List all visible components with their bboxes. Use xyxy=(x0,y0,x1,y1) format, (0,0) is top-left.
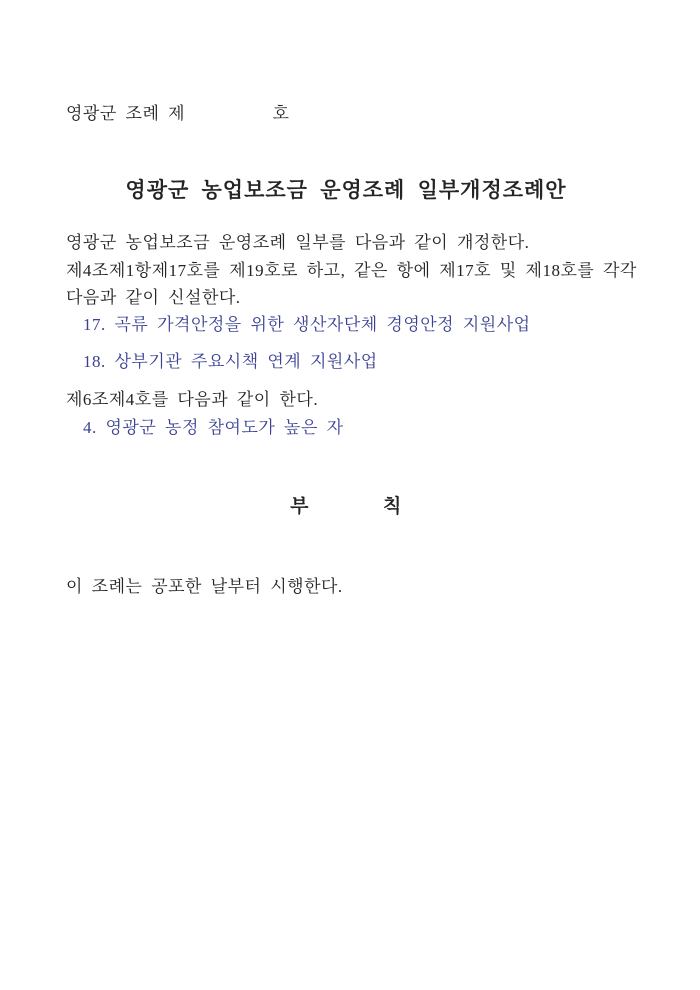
amendment-article4-line: 제4조제1항제17호를 제19호로 하고, 같은 항에 제17호 및 제18호를 각각 xyxy=(66,261,637,280)
ordinance-number-line: 영광군 조례 제 호 xyxy=(66,104,290,123)
new-item-18: 18. 상부기관 주요시책 연계 지원사업 xyxy=(83,352,378,371)
amendment-intro-line: 영광군 농업보조금 운영조례 일부를 다음과 같이 개정한다. xyxy=(66,233,530,252)
amendment-article6-line: 제6조제4호를 다음과 같이 한다. xyxy=(66,390,319,409)
enforcement-clause: 이 조례는 공포한 날부터 시행한다. xyxy=(66,577,343,596)
amendment-continuation-line: 다음과 같이 신설한다. xyxy=(66,288,241,307)
document-title: 영광군 농업보조금 운영조례 일부개정조례안 xyxy=(125,178,567,202)
new-item-17: 17. 곡류 가격안정을 위한 생산자단체 경영안정 지원사업 xyxy=(83,315,531,334)
revised-item-4: 4. 영광군 농정 참여도가 높은 자 xyxy=(83,418,344,437)
addendum-heading: 부 칙 xyxy=(290,496,402,517)
